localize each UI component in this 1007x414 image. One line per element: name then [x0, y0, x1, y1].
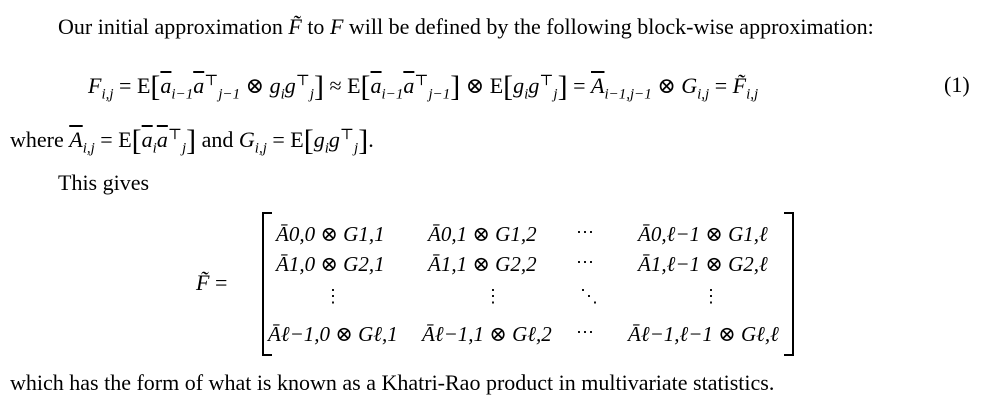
block-matrix	[262, 212, 794, 352]
matrix-cell: Ā1,0 ⊗ G2,1	[276, 252, 385, 276]
matrix-lhs: F̃ =	[196, 270, 228, 295]
matrix-cell: Ā1,ℓ−1 ⊗ G2,ℓ	[638, 252, 768, 276]
matrix-cell: ⋱	[580, 286, 600, 306]
matrix-cell: Ā0,1 ⊗ G1,2	[428, 222, 537, 246]
matrix-cell: Ā0,ℓ−1 ⊗ G1,ℓ	[638, 222, 768, 246]
matrix-cell: ⋯	[576, 222, 596, 242]
equation-number: (1)	[944, 72, 970, 97]
f-symbol: F	[329, 14, 344, 39]
matrix-cell: Āℓ−1,0 ⊗ Gℓ,1	[268, 322, 398, 346]
matrix-cell: Āℓ−1,1 ⊗ Gℓ,2	[422, 322, 552, 346]
matrix-cell: Āℓ−1,ℓ−1 ⊗ Gℓ,ℓ	[628, 322, 779, 346]
equation-1: $F_{i,j} = E[\overline{a}_{i-1}\overline{a}^⊤_{j-1}$ ⊗ $g_ig^⊤_j] \approx E[\overline{a}_{i-1}\overline{a}^⊤_{j-1}]$ ⊗ $E[g_ig^⊤_j] = \overline{A}_{i-1,j-1}$ ⊗ $G_{i,j}$ = $F̃_{i,j}$	[88, 70, 759, 103]
matrix-cell: Ā1,1 ⊗ G2,2	[428, 252, 537, 276]
matrix-cell: ⋮	[702, 286, 722, 306]
intro-sentence: Our initial approximation F̃ to F will be defined by the following block-wise approximation:	[58, 14, 874, 39]
matrix-cell: ⋯	[576, 252, 596, 272]
this-gives: This gives	[58, 170, 150, 195]
matrix-cell: ⋯	[576, 322, 596, 342]
conclusion-sentence: which has the form of what is known as a Khatri-Rao product in multivariate statistics.	[10, 370, 775, 395]
f-tilde-symbol: F̃	[288, 14, 302, 39]
matrix-cell: ⋮	[324, 286, 344, 306]
definition-line: where $\overline{A}_{i,j} = E[\overline{a}_i\overline{a}^⊤_j]$ and $G_{i,j} = E[g_ig^⊤_j]$.	[10, 124, 374, 157]
matrix-cell: Ā0,0 ⊗ G1,1	[276, 222, 385, 246]
matrix-cell: ⋮	[484, 286, 504, 306]
right-bracket	[784, 212, 794, 356]
